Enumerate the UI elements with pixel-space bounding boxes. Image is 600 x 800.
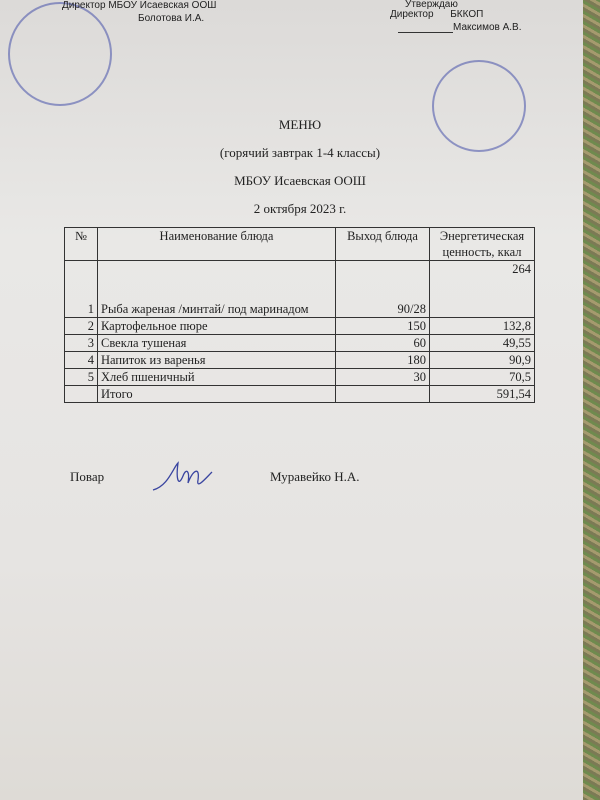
menu-table — [64, 227, 535, 403]
right-approve-label: Утверждаю — [405, 0, 458, 10]
doc-subtitle: (горячий завтрак 1-4 классы) — [219, 145, 381, 160]
col-number: № — [65, 228, 98, 261]
row-number: 4 — [65, 352, 98, 369]
row-name: Хлеб пшеничный — [98, 369, 336, 386]
right-approval-line1: Директор БККОП — [390, 9, 484, 20]
table-row — [65, 335, 535, 352]
cook-signature — [148, 458, 218, 498]
row-number: 3 — [65, 335, 98, 352]
row-name: Напиток из варенья — [98, 352, 336, 369]
row-number: 2 — [65, 318, 98, 335]
cook-label: Повар — [70, 469, 105, 484]
row-number: 1 — [65, 261, 98, 318]
school-name: МБОУ Исаевская ООШ — [234, 173, 366, 188]
row-name: Рыба жареная /минтай/ под маринадом — [98, 261, 336, 318]
right-approval-line2: Максимов А.В. — [453, 22, 522, 33]
col-name: Наименование блюда — [98, 228, 336, 261]
left-approval-line1: Директор МБОУ Исаевская ООШ — [62, 0, 217, 11]
doc-title: МЕНЮ — [278, 117, 322, 132]
row-energy: 49,55 — [430, 335, 535, 352]
school-stamp — [8, 2, 112, 106]
row-name: Картофельное пюре — [98, 318, 336, 335]
table-row — [65, 318, 535, 335]
cook-name: Муравейко Н.А. — [270, 469, 360, 484]
company-stamp — [432, 60, 526, 152]
doc-date: 2 октября 2023 г. — [253, 201, 347, 216]
row-energy: 264 — [430, 261, 535, 318]
signature-line — [398, 22, 453, 33]
col-output: Выход блюда — [336, 228, 430, 261]
row-number: 5 — [65, 369, 98, 386]
total-label: Итого — [98, 386, 336, 403]
empty-cell — [65, 386, 98, 403]
row-output: 90/28 — [336, 261, 430, 318]
row-output: 30 — [336, 369, 430, 386]
empty-cell — [336, 386, 430, 403]
row-energy: 70,5 — [430, 369, 535, 386]
table-row — [65, 352, 535, 369]
row-energy: 132,8 — [430, 318, 535, 335]
col-energy: Энергетическая ценность, ккал — [430, 228, 535, 261]
left-approval-line2: Болотова И.А. — [138, 13, 205, 24]
row-output: 150 — [336, 318, 430, 335]
table-row — [65, 261, 535, 318]
total-value: 591,54 — [430, 386, 535, 403]
total-row — [65, 386, 535, 403]
row-energy: 90,9 — [430, 352, 535, 369]
table-row — [65, 369, 535, 386]
row-output: 180 — [336, 352, 430, 369]
row-output: 60 — [336, 335, 430, 352]
row-name: Свекла тушеная — [98, 335, 336, 352]
